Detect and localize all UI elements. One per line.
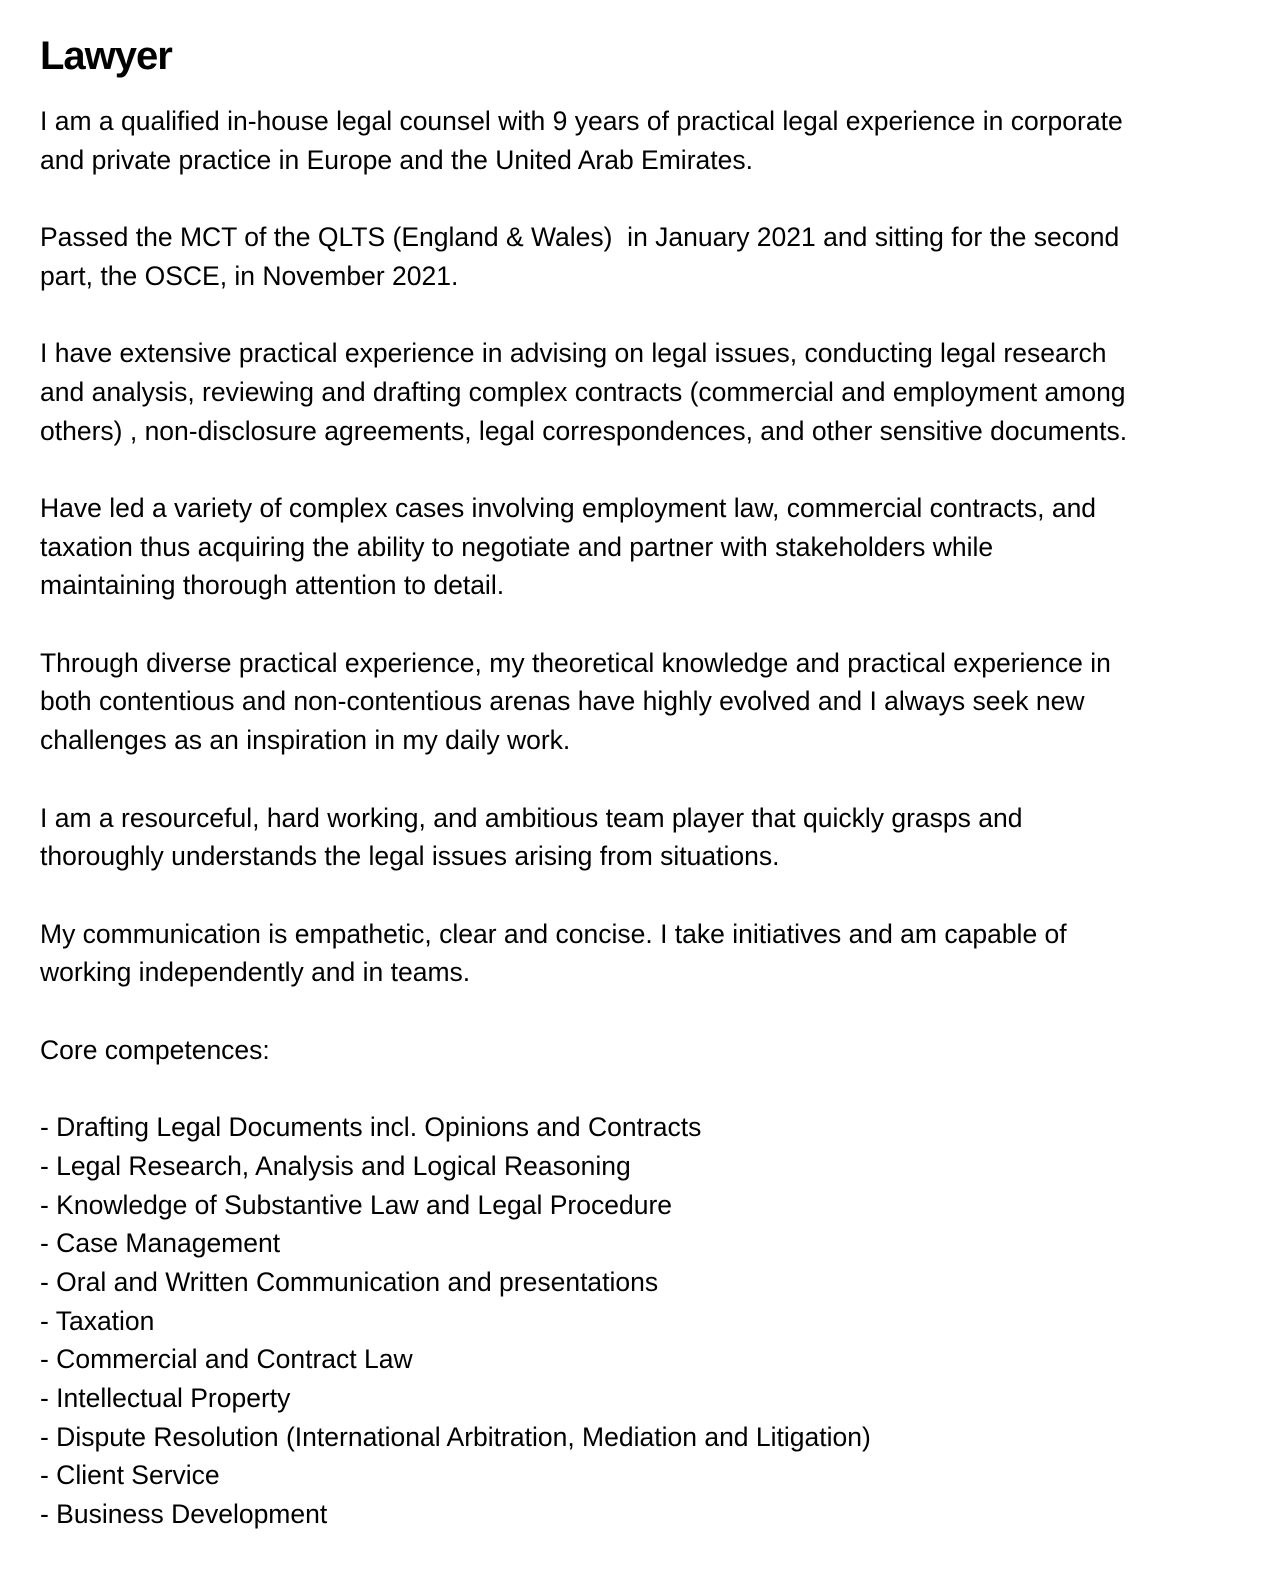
paragraph-line: others) , non-disclosure agreements, legal correspondences, and other sensitive documents. <box>40 415 1128 446</box>
paragraph <box>40 915 1240 992</box>
competence-item: - Business Development <box>40 1499 328 1530</box>
paragraph-line: Through diverse practical experience, my theoretical knowledge and practical experience in <box>40 647 1111 678</box>
paragraph-line: working independently and in teams. <box>40 957 471 988</box>
paragraph-line: both contentious and non-contentious arenas have highly evolved and I always seek new <box>40 686 1085 717</box>
paragraph-line: I am a qualified in-house legal counsel with 9 years of practical legal experience in corporate <box>40 106 1123 136</box>
competence-item: - Knowledge of Substantive Law and Legal Procedure <box>40 1189 673 1220</box>
competence-item: - Intellectual Property <box>40 1383 291 1414</box>
paragraph-line: and private practice in Europe and the United Arab Emirates. <box>40 144 753 175</box>
paragraph <box>40 644 1240 760</box>
paragraph <box>40 1031 1240 1070</box>
paragraphs <box>40 102 1240 1069</box>
paragraph-line: challenges as an inspiration in my daily work. <box>40 725 571 756</box>
competence-item: - Case Management <box>40 1228 281 1259</box>
paragraph <box>40 489 1240 605</box>
paragraph <box>40 799 1240 876</box>
paragraph-line: My communication is empathetic, clear and concise. I take initiatives and am capable of <box>40 918 1067 949</box>
paragraph-line: maintaining thorough attention to detail. <box>40 570 505 601</box>
competence-item: - Dispute Resolution (International Arbitration, Mediation and Litigation) <box>40 1421 871 1452</box>
competences-list <box>40 1108 1240 1534</box>
paragraph-line: part, the OSCE, in November 2021. <box>40 260 459 291</box>
paragraph-line: taxation thus acquiring the ability to negotiate and partner with stakeholders while <box>40 531 994 562</box>
paragraph <box>40 334 1240 450</box>
paragraph <box>40 102 1240 179</box>
competence-item: - Taxation <box>40 1305 155 1336</box>
competence-item: - Drafting Legal Documents incl. Opinions and Contracts <box>40 1112 702 1143</box>
paragraph-line: and analysis, reviewing and drafting complex contracts (commercial and employment among <box>40 376 1126 407</box>
paragraph-line: Passed the MCT of the QLTS (England & Wales) in January 2021 and sitting for the second <box>40 222 1120 253</box>
competence-item: - Commercial and Contract Law <box>40 1344 413 1375</box>
paragraph-line: Have led a variety of complex cases involving employment law, commercial contracts, and <box>40 492 1097 523</box>
page-title: Lawyer <box>40 34 172 78</box>
document-body <box>40 102 1240 1534</box>
competence-item: - Oral and Written Communication and presentations <box>40 1266 659 1297</box>
paragraph <box>40 218 1240 295</box>
paragraph-line: thoroughly understands the legal issues arising from situations. <box>40 841 780 872</box>
paragraph-line: I have extensive practical experience in advising on legal issues, conducting legal research <box>40 338 1107 369</box>
paragraph-line: I am a resourceful, hard working, and ambitious team player that quickly grasps and <box>40 802 1023 833</box>
competence-item: - Legal Research, Analysis and Logical Reasoning <box>40 1150 631 1181</box>
paragraph-line: Core competences: <box>40 1034 270 1065</box>
competence-item: - Client Service <box>40 1460 220 1491</box>
